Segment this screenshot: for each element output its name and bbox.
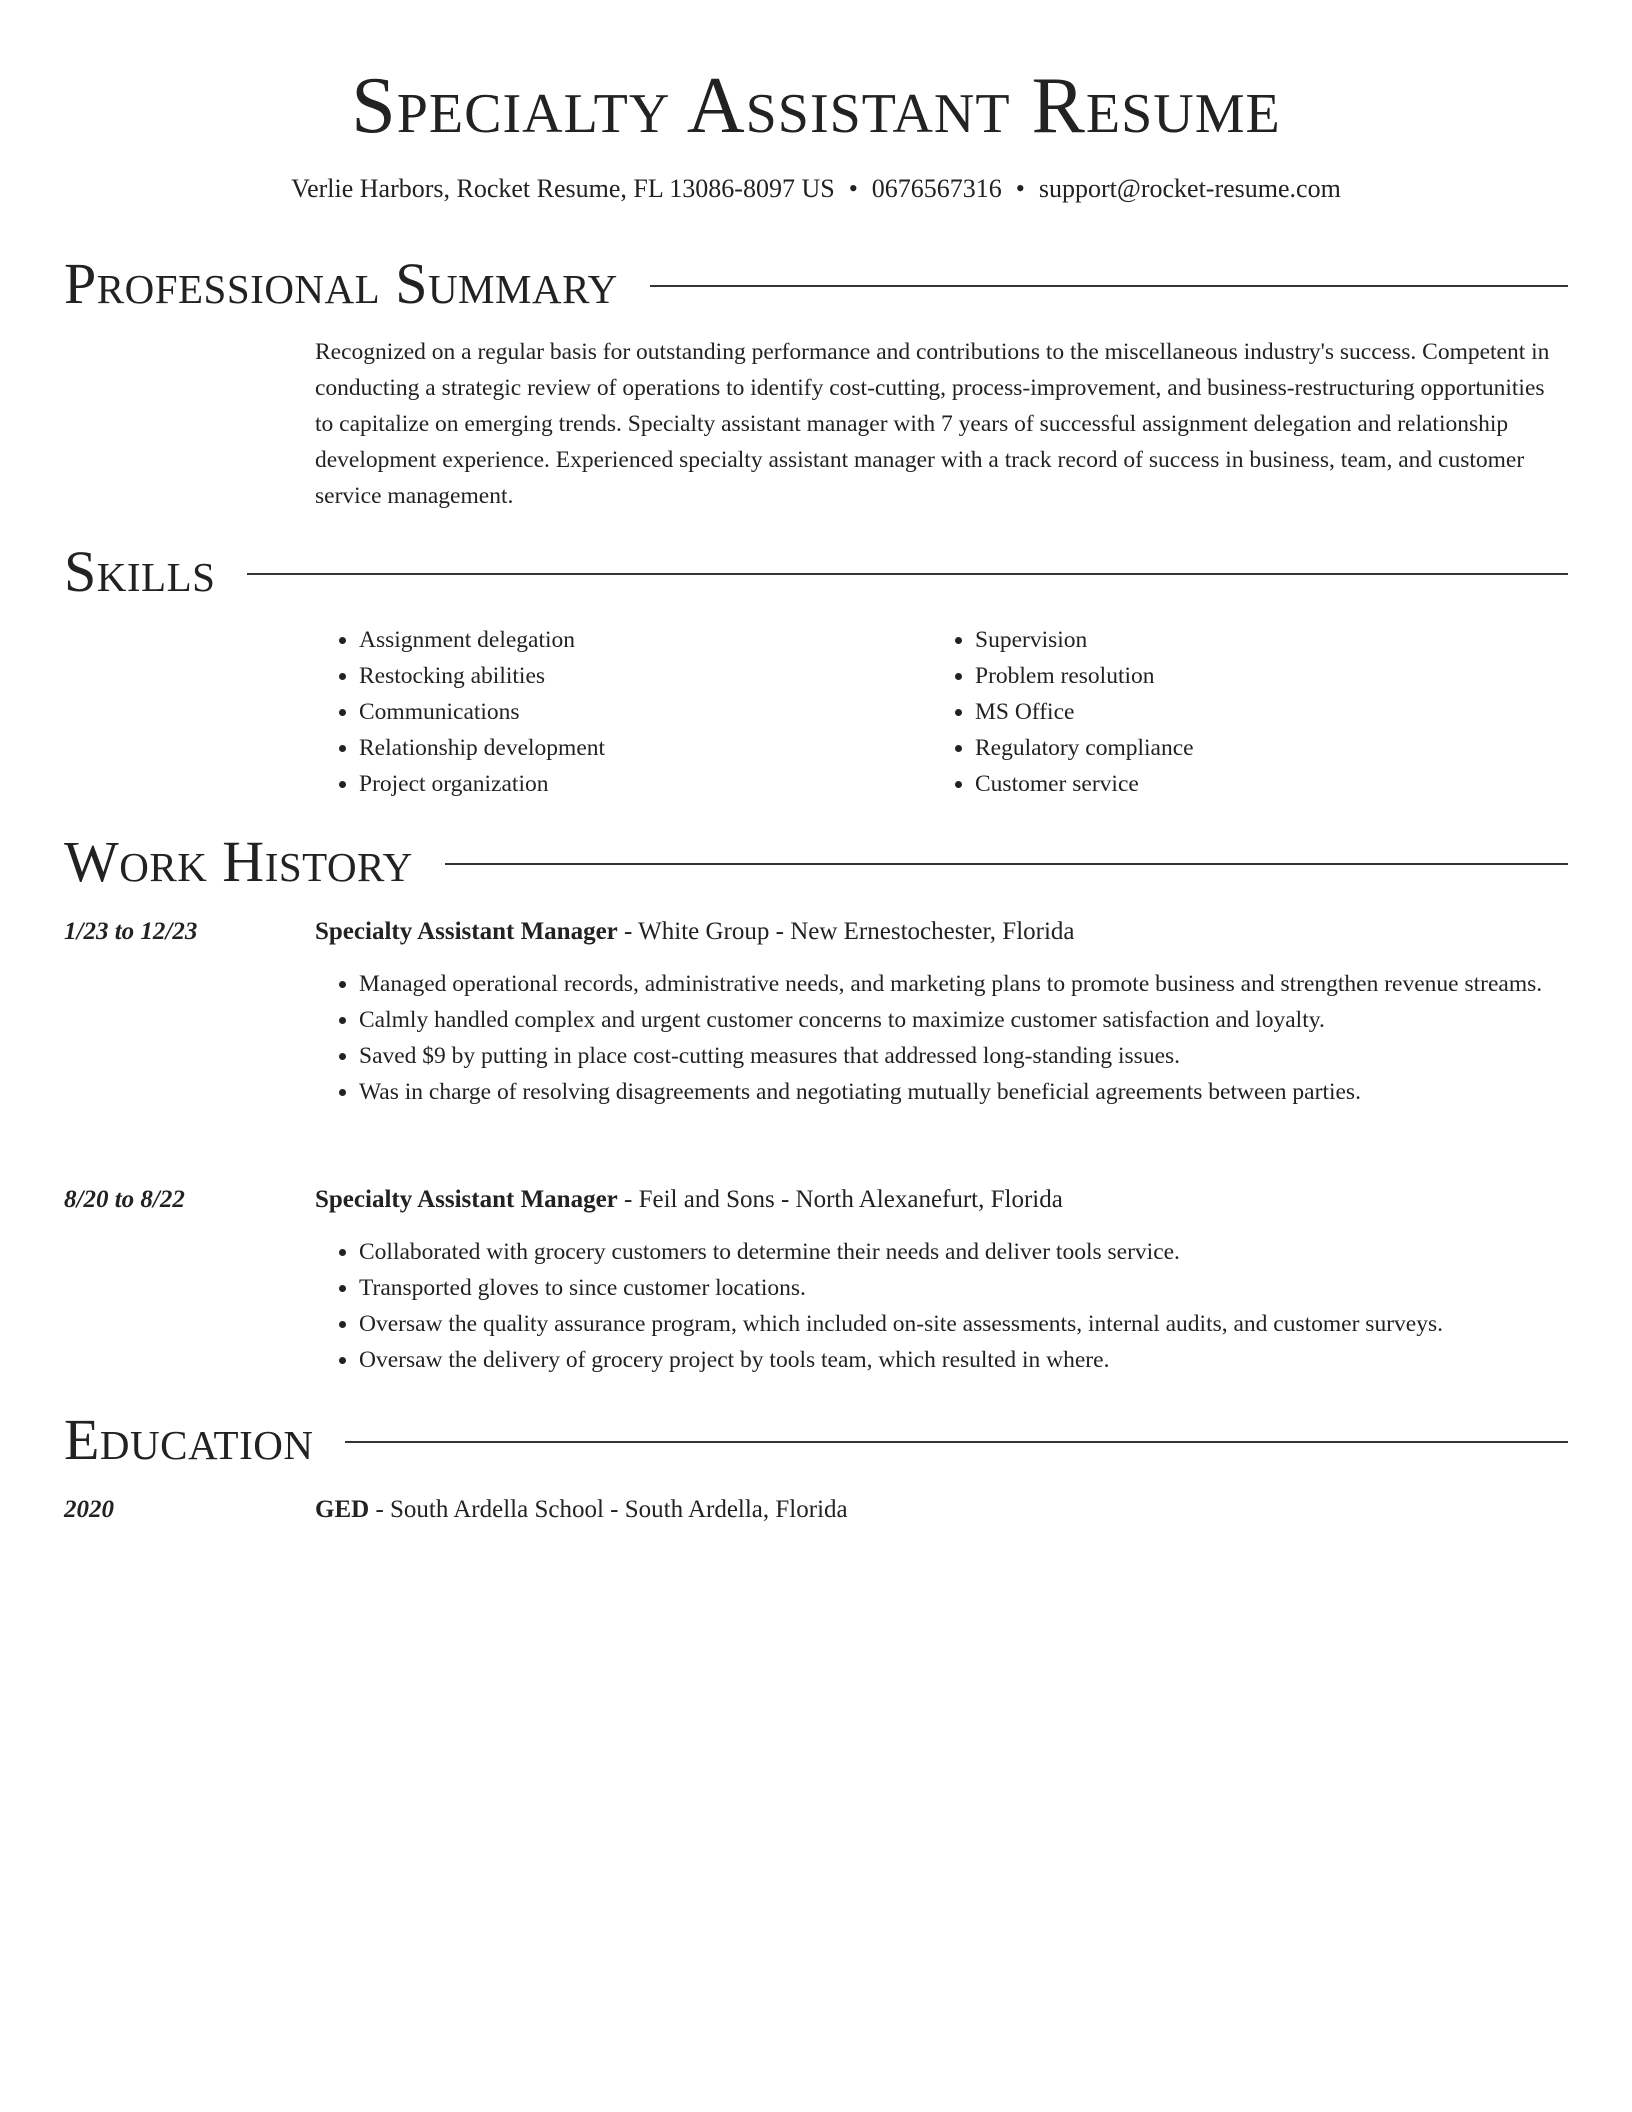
job-heading	[315, 914, 1075, 950]
section-header	[64, 830, 1568, 894]
job-bullets	[315, 1234, 1568, 1378]
contact-separator: •	[848, 174, 858, 203]
job-details: - Feil and Sons - North Alexanefurt, Florida	[617, 1186, 1063, 1213]
section-title: Education	[64, 1407, 314, 1472]
skill-item: • Project organization	[359, 766, 931, 802]
resume-title: Specialty Assistant Resume	[351, 62, 1281, 150]
skill-item: • Restocking abilities	[359, 658, 931, 694]
job-bullet: • Managed operational records, administrative needs, and marketing plans to promote business and strengthen revenue streams.	[359, 966, 1568, 1002]
job-bullet: • Transported gloves to since customer locations.	[359, 1270, 1568, 1306]
job-bullet: • Oversaw the quality assurance program, which included on-site assessments, internal audits, and customer surveys.	[359, 1306, 1568, 1342]
education-degree: GED	[315, 1496, 370, 1523]
education-details: - South Ardella School - South Ardella, Florida	[369, 1496, 848, 1523]
education-section	[64, 1408, 1568, 1548]
contact-email: support@rocket-resume.com	[1038, 174, 1341, 203]
job-title: Specialty Assistant Manager	[315, 1186, 618, 1213]
job-bullet: • Calmly handled complex and urgent customer concerns to maximize customer satisfaction and loyalty.	[359, 1002, 1568, 1038]
job-bullets	[315, 966, 1568, 1110]
job-bullet: • Collaborated with grocery customers to determine their needs and deliver tools service.	[359, 1234, 1568, 1270]
skills-list-left	[315, 622, 931, 802]
contact-separator: •	[1015, 174, 1025, 203]
section-header	[64, 1408, 1568, 1472]
job-dates: 8/20 to 8/22	[64, 1186, 185, 1213]
section-title: Professional Summary	[64, 251, 618, 316]
section-header	[64, 252, 1568, 316]
education-heading	[315, 1492, 848, 1528]
skills-list-right	[931, 622, 1547, 802]
section-header	[64, 540, 1568, 604]
skill-item: • MS Office	[975, 694, 1547, 730]
skill-item: • Communications	[359, 694, 931, 730]
skills-columns	[315, 622, 1568, 802]
summary-section	[64, 252, 1568, 522]
job-dates: 1/23 to 12/23	[64, 918, 198, 945]
job-bullet: • Was in charge of resolving disagreements and negotiating mutually beneficial agreements between parties.	[359, 1074, 1568, 1110]
skills-section	[64, 540, 1568, 810]
section-divider	[247, 573, 1568, 575]
job-entry	[64, 914, 1568, 1164]
skill-item: • Regulatory compliance	[975, 730, 1547, 766]
job-details: - White Group - New Ernestochester, Florida	[617, 918, 1075, 945]
contact-address: Verlie Harbors, Rocket Resume, FL 13086-8097 US	[291, 174, 835, 203]
section-divider	[345, 1441, 1568, 1443]
job-bullet: • Oversaw the delivery of grocery project by tools team, which resulted in where.	[359, 1342, 1568, 1378]
section-divider	[650, 285, 1568, 287]
section-title: Work History	[64, 829, 413, 894]
skill-item: • Problem resolution	[975, 658, 1547, 694]
education-year: 2020	[64, 1496, 114, 1523]
skill-item: • Supervision	[975, 622, 1547, 658]
education-entry	[64, 1492, 1568, 1532]
section-divider	[445, 863, 1568, 865]
summary-text: Recognized on a regular basis for outstanding performance and contributions to the miscellaneous industry's success. Competent in conducting a strategic review of operations to identify cost-cutting, process-improvement, and business-restructuring opportunities to capitalize on emerging trends. Specialty assistant manager with 7 years of successful assignment delegation and relationship development experience. Experienced specialty assistant manager with a track record of success in business, team, and customer service management.	[315, 339, 1550, 509]
skill-item: • Relationship development	[359, 730, 931, 766]
contact-line	[0, 172, 1632, 206]
section-title: Skills	[64, 539, 216, 604]
job-title: Specialty Assistant Manager	[315, 918, 618, 945]
work-history-section	[64, 830, 1568, 1390]
skill-item: • Assignment delegation	[359, 622, 931, 658]
skill-item: • Customer service	[975, 766, 1547, 802]
job-entry	[64, 1182, 1568, 1382]
contact-phone: 0676567316	[871, 174, 1002, 203]
job-heading	[315, 1182, 1063, 1218]
job-bullet: • Saved $9 by putting in place cost-cutting measures that addressed long-standing issues.	[359, 1038, 1568, 1074]
